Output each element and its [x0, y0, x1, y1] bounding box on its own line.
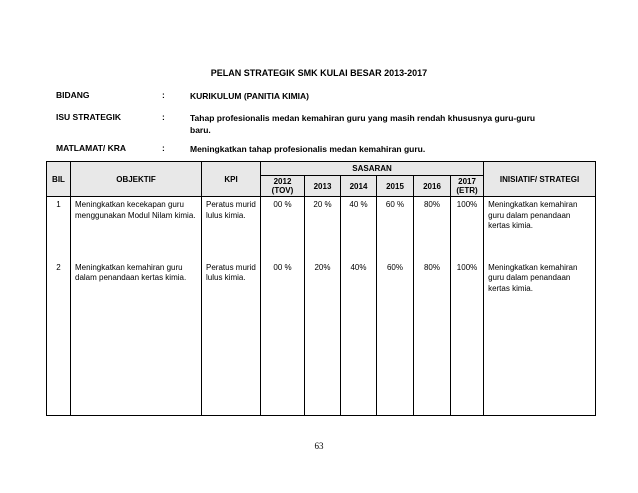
- cell-target-2016: 80%: [414, 197, 451, 260]
- meta-colon: :: [162, 90, 165, 100]
- cell-bil: 1: [47, 197, 71, 260]
- header-bil: BIL: [47, 162, 71, 197]
- cell-target-2017: 100%: [451, 260, 484, 416]
- table-row: [47, 197, 596, 260]
- year-sublabel: (ETR): [456, 186, 478, 195]
- cell-inisiatif: Meningkatkan kemahiran guru dalam penandaan kertas kimia.: [484, 260, 596, 416]
- cell-target-2015: 60 %: [377, 197, 414, 260]
- cell-target-2013: 20%: [305, 260, 341, 416]
- year-label: 2013: [313, 181, 332, 191]
- meta-colon: :: [162, 143, 165, 153]
- cell-target-2017: 100%: [451, 197, 484, 260]
- header-sasaran: SASARAN: [261, 162, 484, 176]
- meta-label: ISU STRATEGIK: [56, 112, 122, 122]
- year-label: 2014: [349, 181, 368, 191]
- cell-bil: 2: [47, 260, 71, 416]
- header-year-2012: [261, 176, 305, 197]
- cell-target-2016: 80%: [414, 260, 451, 416]
- cell-target-2013: 20 %: [305, 197, 341, 260]
- cell-target-2012: 00 %: [261, 260, 305, 416]
- cell-target-2015: 60%: [377, 260, 414, 416]
- cell-target-2012: 00 %: [261, 197, 305, 260]
- meta-value: KURIKULUM (PANITIA KIMIA): [190, 91, 309, 101]
- cell-objektif: Meningkatkan kecekapan guru menggunakan Modul Nilam kimia.: [71, 197, 202, 260]
- cell-target-2014: 40 %: [341, 197, 377, 260]
- cell-kpi: Peratus murid lulus kimia.: [202, 197, 261, 260]
- meta-value: Meningkatkan tahap profesionalis medan kemahiran guru.: [190, 144, 426, 154]
- meta-value: Tahap profesionalis medan kemahiran guru yang masih rendah khususnya guru-guru baru.: [190, 113, 536, 135]
- header-year-2013: [305, 176, 341, 197]
- meta-label: BIDANG: [56, 90, 90, 100]
- cell-objektif: Meningkatkan kemahiran guru dalam penandaan kertas kimia.: [71, 260, 202, 416]
- year-label: 2017: [458, 177, 476, 186]
- year-label: 2016: [423, 181, 441, 191]
- header-year-2015: [377, 176, 414, 197]
- meta-colon: :: [162, 112, 165, 122]
- year-label: 2012: [273, 177, 292, 186]
- header-year-2016: [414, 176, 451, 197]
- header-year-2017: [451, 176, 484, 197]
- meta-label: MATLAMAT/ KRA: [56, 143, 127, 153]
- header-year-2014: [341, 176, 377, 197]
- cell-target-2014: 40%: [341, 260, 377, 416]
- table-row: [47, 260, 596, 416]
- cell-inisiatif: Meningkatkan kemahiran guru dalam penandaan kertas kimia.: [484, 197, 596, 260]
- strategic-plan-table: [46, 161, 596, 416]
- cell-kpi: Peratus murid lulus kimia.: [202, 260, 261, 416]
- document-title: PELAN STRATEGIK SMK KULAI BESAR 2013-2017: [210, 68, 428, 78]
- year-sublabel: (TOV): [271, 186, 294, 195]
- header-kpi: KPI: [202, 162, 261, 197]
- header-inisiatif: INISIATIF/ STRATEGI: [484, 162, 596, 197]
- header-objektif: OBJEKTIF: [71, 162, 202, 197]
- year-label: 2015: [386, 181, 404, 191]
- page-number: 63: [314, 441, 324, 451]
